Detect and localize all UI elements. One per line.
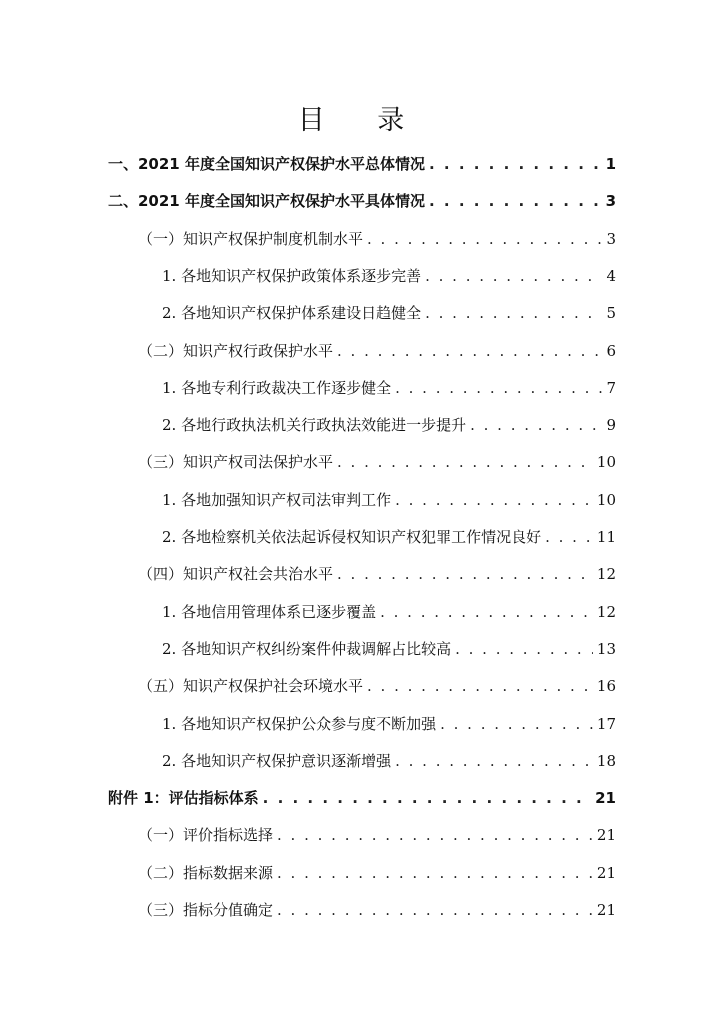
toc-entry-label: 1. 各地加强知识产权司法审判工作	[162, 490, 392, 509]
toc-entry[interactable]	[162, 522, 616, 548]
toc-leader-dots	[277, 824, 593, 846]
toc-entry[interactable]	[162, 634, 616, 660]
toc-entry-page-number: 4	[606, 266, 616, 285]
toc-entry-page-number: 10	[596, 490, 616, 509]
toc-entry-label: 1. 各地专利行政裁决工作逐步健全	[162, 378, 392, 397]
toc-leader-dots	[395, 750, 593, 772]
toc-entry[interactable]	[138, 671, 616, 697]
toc-leader-dots	[337, 563, 593, 585]
toc-entry[interactable]	[108, 783, 616, 809]
toc-entry-page-number: 21	[596, 901, 616, 919]
toc-entry[interactable]	[138, 895, 616, 921]
toc-entry-page-number: 17	[596, 714, 616, 733]
toc-entry-page-number: 21	[596, 863, 616, 882]
toc-entry-page-number: 6	[606, 341, 616, 360]
toc-entry-page-number: 10	[596, 453, 616, 472]
toc-leader-dots	[429, 153, 602, 175]
toc-entry-page-number: 7	[606, 378, 616, 397]
toc-entry[interactable]	[138, 224, 616, 250]
toc-entry-label: 2. 各地知识产权保护体系建设日趋健全	[162, 304, 422, 323]
toc-entry[interactable]	[138, 559, 616, 585]
toc-entry[interactable]	[138, 858, 616, 884]
toc-entry-label: 附件 1：评估指标体系	[108, 789, 259, 808]
toc-leader-dots	[425, 302, 602, 324]
toc-entry-page-number: 11	[596, 528, 616, 546]
toc-entry-page-number: 1	[605, 155, 616, 173]
toc-entry[interactable]	[162, 709, 616, 735]
toc-entry-page-number: 3	[606, 229, 616, 248]
toc-entry[interactable]	[108, 186, 616, 212]
toc-entry-label: 2. 各地检察机关依法起诉侵权知识产权犯罪工作情况良好	[162, 528, 542, 546]
page-title: 目 录	[297, 105, 427, 136]
toc-leader-dots	[395, 377, 602, 399]
toc-entry[interactable]	[162, 261, 616, 287]
toc-entry-label: 2. 各地行政执法机关行政执法效能进一步提升	[162, 416, 467, 435]
toc-leader-dots	[470, 414, 602, 436]
toc-entry-page-number: 5	[606, 304, 616, 323]
toc-leader-dots	[367, 228, 602, 250]
toc-entry[interactable]	[162, 746, 616, 772]
toc-entry-page-number: 9	[606, 416, 616, 435]
toc-leader-dots	[425, 265, 602, 287]
toc-leader-dots	[367, 675, 593, 697]
toc-entry-page-number: 12	[596, 602, 616, 621]
toc-entry-label: （五）知识产权保护社会环境水平	[138, 677, 364, 696]
toc-entry[interactable]	[138, 336, 616, 362]
toc-entry-page-number: 12	[596, 565, 616, 584]
toc-entry-label: （一）知识产权保护制度机制水平	[138, 229, 364, 248]
toc-entry-label: （四）知识产权社会共治水平	[138, 565, 334, 584]
toc-entry-label: 一、2021 年度全国知识产权保护水平总体情况	[108, 155, 425, 173]
toc-leader-dots	[455, 638, 593, 660]
toc-entry-label: （二）指标数据来源	[138, 863, 274, 882]
toc-entry[interactable]	[162, 410, 616, 436]
toc-entry[interactable]	[162, 373, 616, 399]
toc-entry-page-number: 21	[596, 826, 616, 845]
toc-leader-dots	[277, 899, 593, 921]
toc-entry-label: 2. 各地知识产权保护意识逐渐增强	[162, 751, 392, 770]
toc-entry-label: （二）知识产权行政保护水平	[138, 341, 334, 360]
toc-entry-label: （一）评价指标选择	[138, 826, 274, 845]
toc-leader-dots	[380, 601, 593, 623]
toc-leader-dots	[337, 340, 602, 362]
toc-entry[interactable]	[138, 820, 616, 846]
toc-entry[interactable]	[162, 597, 616, 623]
toc-leader-dots	[429, 190, 602, 212]
toc-entry-page-number: 18	[596, 751, 616, 770]
toc-leader-dots	[440, 713, 593, 735]
toc-entry-label: （三）指标分值确定	[138, 901, 274, 919]
toc-leader-dots	[263, 787, 591, 809]
toc-entry-label: （三）知识产权司法保护水平	[138, 453, 334, 472]
toc-leader-dots	[337, 451, 593, 473]
toc-entry[interactable]	[162, 485, 616, 511]
toc-entry[interactable]	[108, 149, 616, 175]
toc-entry-label: 1. 各地知识产权保护政策体系逐步完善	[162, 266, 422, 285]
toc-entry-page-number: 3	[605, 192, 616, 211]
toc-entry-label: 2. 各地知识产权纠纷案件仲裁调解占比较高	[162, 639, 452, 658]
toc-leader-dots	[545, 526, 593, 548]
toc-entry-page-number: 21	[595, 789, 616, 808]
toc-entry-label: 1. 各地信用管理体系已逐步覆盖	[162, 602, 377, 621]
toc-leader-dots	[277, 862, 593, 884]
toc-entry-label: 二、2021 年度全国知识产权保护水平具体情况	[108, 192, 425, 211]
toc-leader-dots	[395, 489, 593, 511]
toc-entry-page-number: 16	[596, 677, 616, 696]
toc-entry-label: 1. 各地知识产权保护公众参与度不断加强	[162, 714, 437, 733]
toc-entry-page-number: 13	[596, 639, 616, 658]
toc-entry[interactable]	[138, 447, 616, 473]
toc-entry[interactable]	[162, 298, 616, 324]
